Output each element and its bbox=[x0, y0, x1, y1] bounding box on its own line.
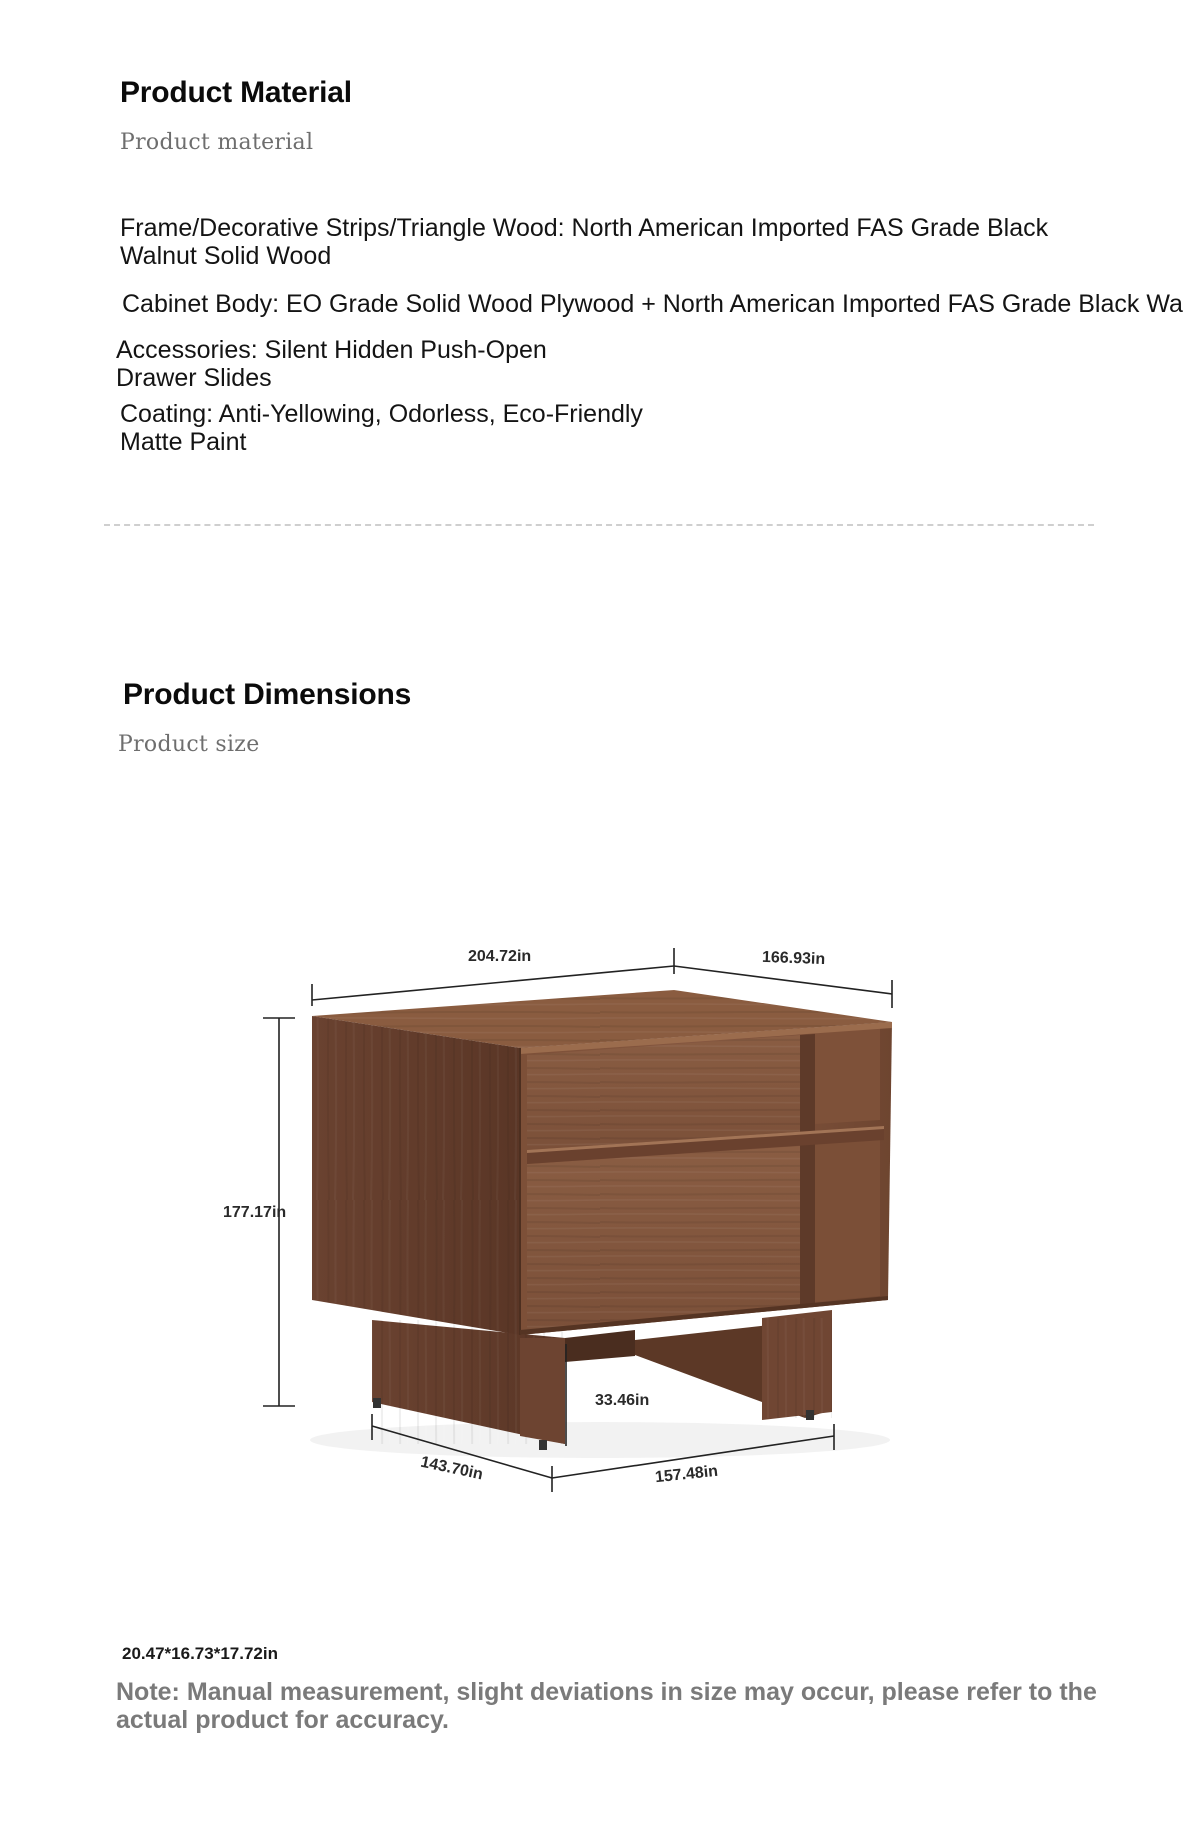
vertical-strip bbox=[800, 1034, 815, 1307]
dim-top-width: 204.72in bbox=[468, 948, 532, 965]
material-frame: Frame/Decorative Strips/Triangle Wood: North American Imported FAS Grade Black Walnut Solid Wood bbox=[120, 214, 1049, 270]
material-cabinet-body: Cabinet Body: EO Grade Solid Wood Plywood + North American Imported FAS Grade Black Wa bbox=[122, 290, 1183, 318]
material-accessories: Accessories: Silent Hidden Push-Open Drawer Slides bbox=[116, 336, 547, 392]
material-coating: Coating: Anti-Yellowing, Odorless, Eco-Friendly Matte Paint bbox=[120, 400, 643, 456]
overall-dimensions: 20.47*16.73*17.72in bbox=[122, 1644, 278, 1663]
dim-leg-height: 33.46in bbox=[595, 1392, 650, 1409]
dim-top-depth: 166.93in bbox=[761, 948, 826, 969]
dim-height: 177.17in bbox=[223, 1204, 287, 1221]
lower-right-panel bbox=[815, 1135, 880, 1302]
measurement-note: Note: Manual measurement, slight deviations in size may occur, please refer to the actual product for accuracy. bbox=[116, 1678, 1097, 1734]
dimensions-subtitle: Product size bbox=[118, 732, 260, 757]
material-subtitle: Product material bbox=[120, 130, 314, 155]
material-title: Product Material bbox=[120, 76, 352, 109]
dimensions-title: Product Dimensions bbox=[123, 678, 412, 711]
upper-right-panel bbox=[815, 1028, 880, 1124]
dim-base-depth: 143.70in bbox=[419, 1453, 485, 1484]
dim-base-width: 157.48in bbox=[654, 1462, 719, 1487]
